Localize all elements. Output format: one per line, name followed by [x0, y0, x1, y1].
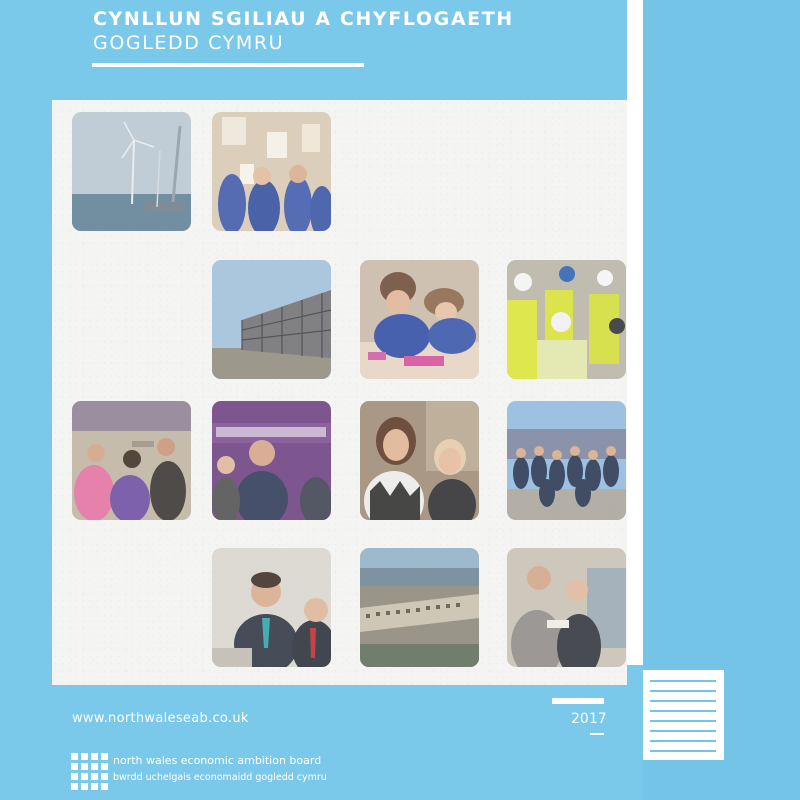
photo-men-in-meeting: [212, 548, 331, 667]
board-name-english: north wales economic ambition board: [113, 754, 322, 767]
photo-offshore-wind-turbines: [72, 112, 191, 231]
decorative-stripes: [643, 670, 724, 760]
title-underline: [92, 63, 364, 67]
photo-two-women-portrait: [360, 401, 479, 520]
publication-year: 2017: [571, 711, 607, 727]
photo-pupils-holding-signs: [212, 112, 331, 231]
photo-construction-workers: [507, 260, 626, 379]
white-divider: [627, 0, 643, 665]
photo-workshop-training: [507, 548, 626, 667]
photo-aerial-town-view: [360, 548, 479, 667]
photo-men-at-college-event: [212, 401, 331, 520]
photo-group-of-trainees: [507, 401, 626, 520]
year-bar: [552, 698, 604, 704]
board-logo-icon: [71, 753, 109, 791]
photo-students-in-college: [72, 401, 191, 520]
website-url[interactable]: www.northwaleseab.co.uk: [72, 711, 249, 726]
photo-building-steel-frame: [212, 260, 331, 379]
cover-title: [93, 7, 514, 55]
title-line-1: CYNLLUN SGILIAU A CHYFLOGAETH: [93, 8, 514, 30]
year-underline: [590, 733, 604, 735]
board-name-welsh: bwrdd uchelgais economaidd gogledd cymru: [113, 772, 327, 783]
photo-pupils-at-desk: [360, 260, 479, 379]
title-line-2: GOGLEDD CYMRU: [93, 32, 285, 54]
